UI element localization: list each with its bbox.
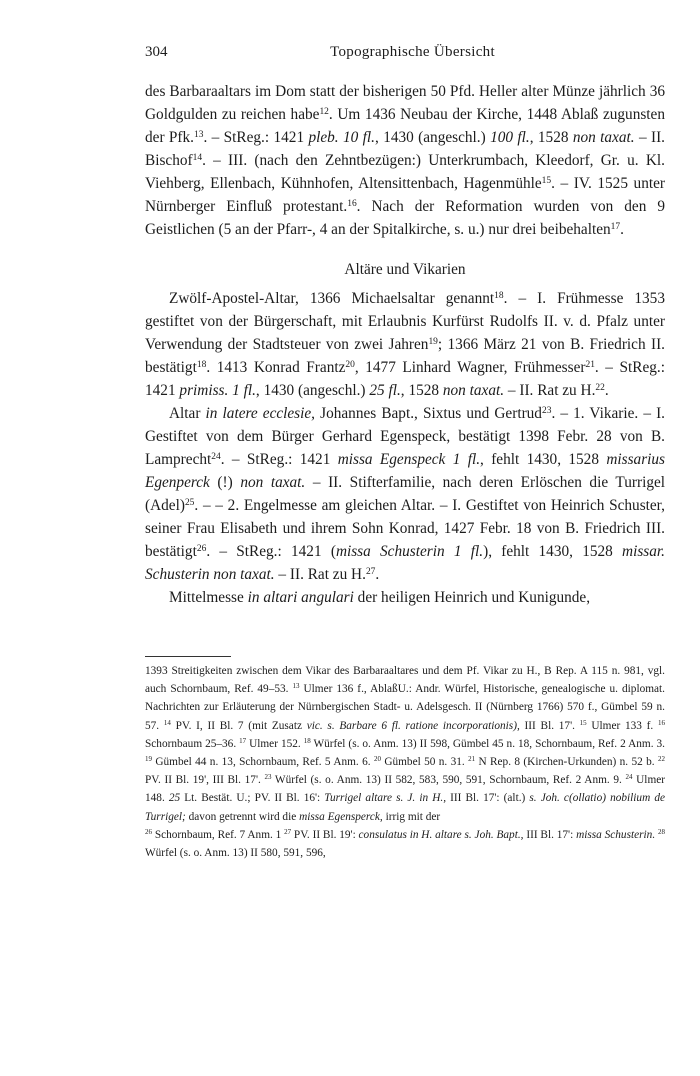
footnote-number: 21 — [468, 755, 476, 764]
text-run: . – III. (nach den Zehntbezügen:) Unterkrumbach, Kleedorf, Gr. u. Kl. Viehberg, Ellenbach, Kühnhofen, Altensittenbach, Hagenmühle — [145, 152, 665, 192]
text-run: PV. II Bl. 19', III Bl. 17'. — [145, 774, 265, 787]
footnote-number: 20 — [373, 755, 381, 764]
text-run: davon getrennt wird die — [185, 810, 300, 823]
text-run: . – I. Frühmesse 1353 gestiftet von der Bürgerschaft, mit Erlaubnis Kurfürst Rudolfs II. v. d. Pfalz unter Verwendung der Stadtsteuer von zwei Jahren — [145, 290, 665, 353]
text-run: . — [620, 221, 624, 238]
italic-run: missa Schusterin 1 fl. — [335, 543, 484, 560]
italic-run: vic. s. Barbare 6 fl. ratione incorporationis), — [306, 719, 520, 732]
footnote-divider — [145, 656, 231, 657]
footnote-number: 14 — [163, 718, 171, 727]
paragraph-3 — [145, 402, 665, 586]
text-run: der heiligen Heinrich und Kunigunde, — [353, 589, 591, 606]
text-run: . – StReg.: 1421 — [203, 129, 309, 146]
footnote-ref: 19 — [428, 336, 438, 347]
text-run: – II. Rat zu H. — [504, 382, 596, 399]
text-run: des Barbaraaltars im Dom statt der bisherigen 50 Pfd. Heller alter Münze jährlich 36 Goldgulden zu reichen habe — [145, 83, 665, 123]
text-run: ), fehlt 1430, 1528 — [483, 543, 623, 560]
footnote-number: 13 — [292, 682, 300, 691]
text-run: . — [375, 566, 380, 583]
footnote-number: 24 — [625, 773, 633, 782]
text-run: PV. I, II Bl. 7 (mit Zusatz — [170, 719, 307, 732]
text-run: . – – 2. Engelmesse am gleichen Altar. – I. Gestiftet von Heinrich Schuster, seiner Frau Elisabeth und ihrem Sohn Konrad, 1427 Febr. 18 von B. Friedrich III. bestätigt — [145, 497, 665, 560]
text-run: Mittelmesse — [169, 589, 248, 606]
italic-run: missa Schusterin. — [576, 828, 656, 841]
footnote-number: 26 — [145, 827, 152, 836]
text-run: 1393 Streitigkeiten zwischen dem Vikar des Barbaraaltares und dem Pf. Vikar zu H., B Rep. A 115 n. 981, vgl. auch Schornbaum, Ref. 49–53. — [145, 665, 665, 696]
footnote-number: 15 — [579, 718, 587, 727]
text-run: Altar — [169, 405, 206, 422]
text-run: . – StReg.: 1421 — [145, 359, 665, 399]
text-run: . Nach der Reformation wurden von den 9 Geistlichen (5 an der Pfarr-, 4 an der Spitalkirche, s. u.) nur drei beibehalten — [145, 198, 665, 238]
text-run: . Um 1436 Neubau der Kirche, 1448 Ablaß zugunsten der Pfk. — [145, 106, 665, 146]
text-run: Ulmer 152. — [246, 737, 304, 750]
footnote-ref: 24 — [211, 451, 221, 462]
text-run: Schornbaum 25–36. — [145, 737, 240, 750]
text-run: Zwölf-Apostel-Altar, 1366 Michaelsaltar genannt — [169, 290, 495, 307]
italic-run: missa Egensperck, — [299, 810, 383, 823]
footnote-number: 18 — [303, 736, 311, 745]
footnote-ref: 25 — [184, 497, 195, 508]
footnote-ref: 21 — [585, 359, 595, 370]
text-run: . — [604, 382, 609, 399]
text-run: , fehlt 1430, 1528 — [480, 451, 607, 468]
italic-run: 25 — [168, 792, 181, 805]
text-run: , 1430 (angeschl.) — [255, 382, 370, 399]
paragraph-4 — [145, 586, 665, 609]
footnote-number: 28 — [657, 827, 665, 836]
text-run: irrig mit der — [382, 810, 441, 823]
footnote-ref: 18 — [494, 290, 504, 301]
footnote-ref: 16 — [347, 198, 357, 209]
text-run: III Bl. 17': — [523, 828, 577, 841]
italic-run: 25 fl. — [369, 382, 401, 399]
footnote-ref: 23 — [541, 405, 552, 416]
text-run: (!) — [209, 474, 241, 491]
text-run: Johannes Bapt., Sixtus und Gertrud — [315, 405, 542, 422]
footnote-ref: 15 — [541, 175, 552, 186]
text-run: Gümbel 50 n. 31. — [380, 756, 469, 769]
footnote-number: 19 — [145, 755, 152, 764]
italic-run: consulatus in H. altare s. Joh. Bapt., — [358, 828, 524, 841]
running-title: Topographische Übersicht — [330, 44, 495, 60]
italic-run: Turrigel altare s. J. in H., — [324, 792, 447, 805]
italic-run: non taxat. — [240, 474, 306, 491]
italic-run: in latere ecclesie, — [205, 405, 316, 422]
italic-run: s. Joh. c(ollatio) nobilium de Turrigel; — [145, 792, 665, 823]
text-run: . – IV. 1525 unter Nürnberger Einfluß protestant. — [145, 175, 665, 215]
italic-run: primiss. 1 fl. — [179, 382, 256, 399]
text-run: Lt. Bestät. U.; PV. II Bl. 16': — [180, 792, 325, 805]
text-run: Schornbaum, Ref. 7 Anm. 1 — [152, 828, 285, 841]
text-run: , 1477 Linhard Wagner, Frühmesser — [354, 359, 586, 376]
text-run: – II. Rat zu H. — [274, 566, 366, 583]
italic-run: 100 fl. — [490, 129, 530, 146]
footnote-block-2 — [145, 826, 665, 862]
text-run: , 1528 — [400, 382, 443, 399]
section-heading: Altäre und Vikarien — [344, 261, 466, 278]
text-run: Würfel (s. o. Anm. 13) II 598, Gümbel 45 n. 18, Schornbaum, Ref. 2 Anm. 3. — [310, 737, 665, 750]
italic-run: pleb. 10 fl. — [308, 129, 375, 146]
footnote-ref: 20 — [345, 359, 355, 370]
paragraph-2 — [145, 287, 665, 402]
text-run: , 1430 (angeschl.) — [375, 129, 491, 146]
footnote-ref: 13 — [193, 129, 204, 140]
italic-run: in altari angulari — [247, 589, 354, 606]
footnote-ref: 17 — [610, 221, 621, 232]
footnote-number: 23 — [264, 773, 272, 782]
text-run: Ulmer 148. — [145, 774, 666, 805]
text-run: PV. II Bl. 19': — [291, 828, 359, 841]
text-run: N Rep. 8 (Kirchen-Urkunden) n. 52 b. — [475, 756, 658, 769]
italic-run: missarius Egenperck — [145, 451, 665, 491]
text-run: Ulmer 136 f., AblaßU.: Andr. Würfel, Historische, genealogische u. diplomat. Nachrichten zur Erläuterung der Nürnbergischen Stadt- u. Adelsgesch. II (Nürnberg 1766) 570 f., Gümbel 59 n. 57. — [145, 683, 665, 732]
footnote-ref: 26 — [196, 543, 207, 554]
text-run: Ulmer 133 f. — [586, 719, 658, 732]
footnote-block-1 — [145, 662, 665, 826]
text-run: III Bl. 17': (alt.) — [446, 792, 530, 805]
italic-run: missa Egenspeck 1 fl. — [337, 451, 481, 468]
footnote-number: 17 — [239, 736, 247, 745]
page-number: 304 — [145, 44, 168, 60]
text-run: Würfel (s. o. Anm. 13) II 580, 591, 596, — [145, 847, 326, 860]
footnote-number: 16 — [657, 718, 665, 727]
text-run: Gümbel 44 n. 13, Schornbaum, Ref. 5 Anm. 6. — [152, 756, 374, 769]
paragraph-1 — [145, 80, 665, 241]
footnote-number: 27 — [284, 827, 292, 836]
italic-run: non taxat. — [442, 382, 505, 399]
text-run: . 1413 Konrad Frantz — [206, 359, 346, 376]
main-text — [145, 80, 665, 609]
italic-run: missar. Schusterin non taxat. — [145, 543, 665, 583]
text-run: . – StReg.: 1421 ( — [206, 543, 336, 560]
page-header — [145, 44, 680, 66]
text-run: ; 1366 März 21 von B. Friedrich II. bestätigt — [145, 336, 665, 376]
footnote-ref: 18 — [196, 359, 207, 370]
italic-run: non taxat. — [572, 129, 635, 146]
footnote-ref: 12 — [319, 106, 329, 117]
footnote-number: 22 — [657, 755, 665, 764]
footnote-ref: 14 — [192, 152, 203, 163]
text-run: , 1528 — [529, 129, 573, 146]
text-run: III Bl. 17'. — [519, 719, 580, 732]
text-run: . – StReg.: 1421 — [220, 451, 338, 468]
text-run: Würfel (s. o. Anm. 13) II 582, 583, 590, 591, Schornbaum, Ref. 2 Anm. 9. — [271, 774, 626, 787]
footnotes — [145, 662, 665, 862]
text-run: – II. Bischof — [145, 129, 665, 169]
footnote-ref: 22 — [595, 382, 605, 393]
footnote-ref: 27 — [365, 566, 376, 577]
text-run: . – 1. Vikarie. – I. Gestiftet von dem Bürger Gerhard Egenspeck, bestätigt 1398 Febr. 28 von B. Lamprecht — [145, 405, 665, 468]
text-run: – II. Stifterfamilie, nach deren Erlöschen die Turrigel (Adel) — [145, 474, 666, 514]
